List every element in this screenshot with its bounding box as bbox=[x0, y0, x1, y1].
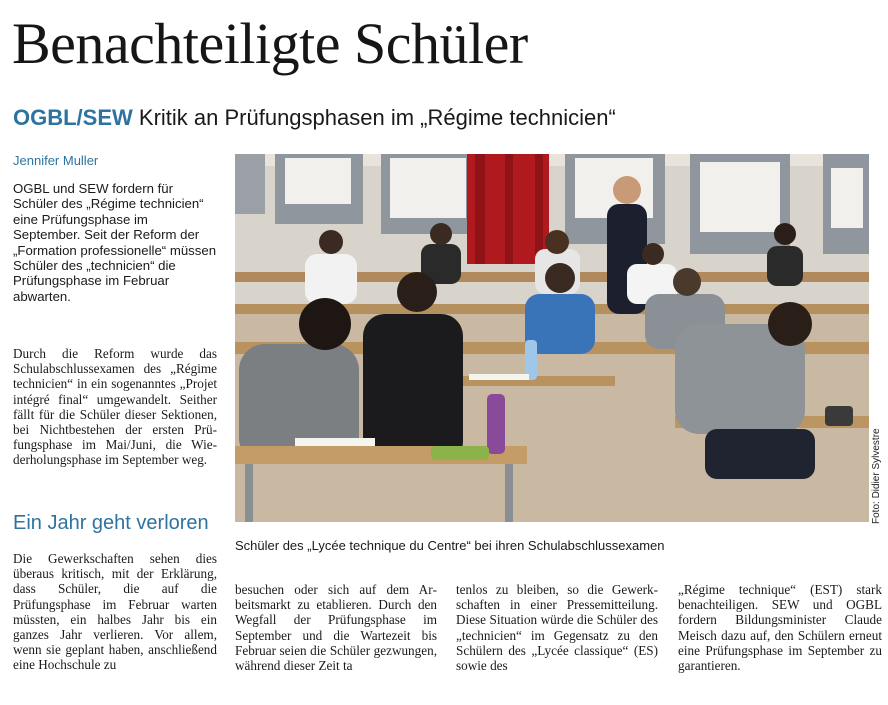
headline: Benachteiligte Schüler bbox=[12, 11, 528, 76]
lead-paragraph: OGBL und SEW fordern für Schüler des „Régime technicien“ eine Prüfungsphase im September. Seit der Reform der „Formation professionelle“ müssen Schüler des „technicien“ die Prüfungsphase im Februar abwarten. bbox=[13, 181, 217, 304]
body-column-4: „Régime technique“ (EST) stark benachteiligen. SEW und OGBL fordern Bildungsminister Claude Meisch dazu auf, den Schülern erneut eine Prüfungsphase im September zu garantieren. bbox=[678, 582, 882, 674]
body-paragraph-1: Durch die Reform wurde das Schulabschlussexamen des „Régime technicien“ in ein sogenanntes „Projet intégré final“ umgewandelt. Seither fällt für die Schüler dieser Sektionen, bei Nichtbestehen der ersten Prüfungsphase im Mai/Juni, die Wiederholungsphase im September weg. bbox=[13, 346, 217, 468]
section-subtitle: Ein Jahr geht verloren bbox=[13, 512, 209, 534]
article-photo bbox=[235, 154, 869, 522]
subheadline bbox=[13, 104, 616, 132]
exam-hall-photo bbox=[235, 154, 869, 522]
body-paragraph-2: Die Gewerkschaften sehen dies überaus kritisch, mit der Erklärung, dass Schüler, die auf die Prüfungsphase im Februar warten müssten, ein halbes Jahr bis ein ganzes Jahr verlieren. Vor allem, wenn sie geplant haben, anschließend eine Hochschule zu bbox=[13, 551, 217, 673]
body-column-2: besuchen oder sich auf dem Arbeitsmarkt zu etablieren. Durch den Wegfall der Prüfungsphase im September und die Wartezeit bis Februar seien die Schüler gezwungen, während dieser Zeit ta bbox=[235, 582, 437, 674]
subhead-text: Kritik an Prüfungsphasen im „Régime technicien“ bbox=[138, 105, 616, 130]
body-column-3: tenlos zu bleiben, so die Gewerkschaften in einer Pressemitteilung. Diese Situation würde die Schüler des „technicien“ im Gegensatz zu den Schülern des „Lycée classique“ (ES) sowie des bbox=[456, 582, 658, 674]
author-byline: Jennifer Muller bbox=[13, 153, 99, 168]
subhead-org: OGBL/SEW bbox=[13, 105, 133, 130]
photo-caption: Schüler des „Lycée technique du Centre“ bei ihren Schulabschlussexamen bbox=[235, 538, 665, 553]
photo-credit: Foto: Didier Sylvestre bbox=[871, 428, 882, 524]
